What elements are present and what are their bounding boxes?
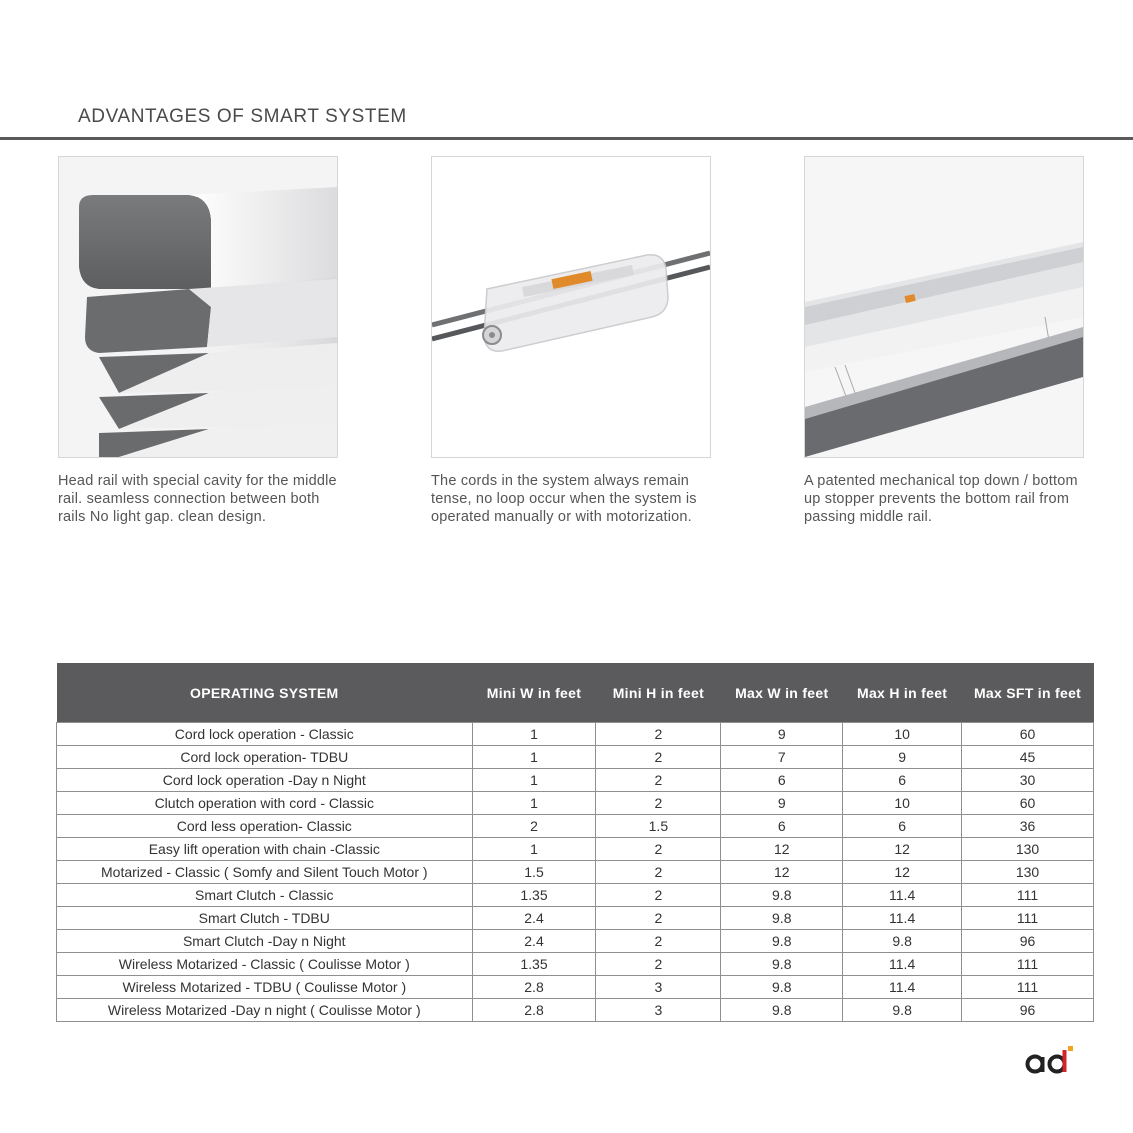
cell-mini-h: 2	[596, 884, 721, 907]
cell-mini-w: 1.35	[472, 953, 596, 976]
cell-max-w: 9	[721, 723, 843, 746]
cell-mini-w: 2.4	[472, 930, 596, 953]
feature-caption-headrail: Head rail with special cavity for the middle rail. seamless connection between both rails No light gap. clean design.	[58, 473, 337, 525]
cell-max-w: 7	[721, 746, 843, 769]
cell-mini-w: 2.8	[472, 999, 596, 1022]
headrail-image	[58, 156, 338, 458]
cell-max-w: 9.8	[721, 976, 843, 999]
table-row	[57, 815, 1094, 838]
cell-mini-w: 1.35	[472, 884, 596, 907]
column-header-max-sft: Max SFT in feet	[962, 663, 1094, 723]
table-row	[57, 792, 1094, 815]
cell-max-h: 9.8	[843, 930, 962, 953]
cell-max-sft: 111	[962, 976, 1094, 999]
cell-max-h: 10	[843, 792, 962, 815]
cell-max-h: 9	[843, 746, 962, 769]
table-row	[57, 953, 1094, 976]
cell-max-sft: 130	[962, 838, 1094, 861]
table-row	[57, 930, 1094, 953]
cell-mini-w: 1	[472, 769, 596, 792]
column-header-operating-system: OPERATING SYSTEM	[57, 663, 473, 723]
title-divider	[0, 137, 1133, 140]
headrail-illustration-icon	[59, 157, 337, 457]
cell-max-w: 9.8	[721, 953, 843, 976]
table-row	[57, 723, 1094, 746]
cell-mini-h: 2	[596, 792, 721, 815]
feature-caption-stopper: A patented mechanical top down / bottom up stopper prevents the bottom rail from passing middle rail.	[804, 473, 1078, 525]
table-row	[57, 907, 1094, 930]
table-row	[57, 861, 1094, 884]
cell-max-sft: 45	[962, 746, 1094, 769]
page-title: ADVANTAGES OF SMART SYSTEM	[78, 106, 407, 127]
operating-system-table	[56, 663, 1094, 1022]
cell-max-h: 11.4	[843, 907, 962, 930]
table-row	[57, 884, 1094, 907]
cell-mini-h: 2	[596, 930, 721, 953]
cell-operating-system: Motarized - Classic ( Somfy and Silent Touch Motor )	[57, 861, 473, 884]
cell-operating-system: Cord lock operation - Classic	[57, 723, 473, 746]
cell-operating-system: Wireless Motarized - TDBU ( Coulisse Motor )	[57, 976, 473, 999]
cell-mini-w: 2.8	[472, 976, 596, 999]
column-header-mini-h: Mini H in feet	[596, 663, 721, 723]
column-header-mini-w: Mini W in feet	[472, 663, 596, 723]
cell-max-sft: 130	[962, 861, 1094, 884]
cell-max-sft: 36	[962, 815, 1094, 838]
cell-max-w: 9	[721, 792, 843, 815]
table-header-row	[57, 663, 1094, 723]
cell-mini-w: 2.4	[472, 907, 596, 930]
cord-mechanism-image	[431, 156, 711, 458]
cell-mini-h: 2	[596, 838, 721, 861]
cell-operating-system: Smart Clutch - TDBU	[57, 907, 473, 930]
cell-max-sft: 111	[962, 884, 1094, 907]
cell-max-w: 9.8	[721, 884, 843, 907]
cell-max-sft: 60	[962, 723, 1094, 746]
cell-max-h: 12	[843, 838, 962, 861]
cell-mini-h: 3	[596, 999, 721, 1022]
cell-operating-system: Clutch operation with cord - Classic	[57, 792, 473, 815]
cell-max-w: 6	[721, 815, 843, 838]
ad-logo-icon	[1024, 1044, 1076, 1076]
cell-operating-system: Smart Clutch -Day n Night	[57, 930, 473, 953]
cell-mini-h: 2	[596, 907, 721, 930]
cell-mini-w: 1	[472, 838, 596, 861]
table-row	[57, 769, 1094, 792]
cell-operating-system: Smart Clutch - Classic	[57, 884, 473, 907]
cell-max-sft: 96	[962, 930, 1094, 953]
cell-mini-h: 3	[596, 976, 721, 999]
cell-max-h: 6	[843, 815, 962, 838]
cell-mini-h: 2	[596, 769, 721, 792]
cell-mini-w: 1	[472, 723, 596, 746]
cell-operating-system: Cord less operation- Classic	[57, 815, 473, 838]
column-header-max-h: Max H in feet	[843, 663, 962, 723]
cell-mini-w: 1	[472, 746, 596, 769]
cell-max-w: 6	[721, 769, 843, 792]
cell-max-w: 12	[721, 838, 843, 861]
cell-mini-h: 2	[596, 746, 721, 769]
cell-max-h: 6	[843, 769, 962, 792]
cell-mini-h: 2	[596, 723, 721, 746]
cell-mini-w: 1	[472, 792, 596, 815]
cell-operating-system: Wireless Motarized - Classic ( Coulisse Motor )	[57, 953, 473, 976]
stopper-rails-image	[804, 156, 1084, 458]
cell-operating-system: Cord lock operation- TDBU	[57, 746, 473, 769]
column-header-max-w: Max W in feet	[721, 663, 843, 723]
cell-operating-system: Cord lock operation -Day n Night	[57, 769, 473, 792]
table-row	[57, 746, 1094, 769]
table-row	[57, 976, 1094, 999]
cell-max-sft: 30	[962, 769, 1094, 792]
cell-operating-system: Wireless Motarized -Day n night ( Coulisse Motor )	[57, 999, 473, 1022]
cell-max-sft: 111	[962, 953, 1094, 976]
cell-max-h: 11.4	[843, 884, 962, 907]
feature-caption-cords: The cords in the system always remain tense, no loop occur when the system is operated manually or with motorization.	[431, 473, 697, 525]
cord-mechanism-illustration-icon	[432, 157, 710, 457]
stopper-rails-illustration-icon	[805, 157, 1083, 457]
cell-max-h: 12	[843, 861, 962, 884]
cell-max-w: 9.8	[721, 999, 843, 1022]
cell-max-w: 9.8	[721, 930, 843, 953]
cell-operating-system: Easy lift operation with chain -Classic	[57, 838, 473, 861]
cell-max-h: 11.4	[843, 976, 962, 999]
cell-mini-h: 2	[596, 861, 721, 884]
cell-max-h: 9.8	[843, 999, 962, 1022]
cell-max-w: 9.8	[721, 907, 843, 930]
cell-max-h: 10	[843, 723, 962, 746]
cell-mini-w: 2	[472, 815, 596, 838]
table-row	[57, 999, 1094, 1022]
cell-mini-h: 2	[596, 953, 721, 976]
cell-max-w: 12	[721, 861, 843, 884]
cell-max-sft: 60	[962, 792, 1094, 815]
cell-max-h: 11.4	[843, 953, 962, 976]
cell-mini-w: 1.5	[472, 861, 596, 884]
cell-mini-h: 1.5	[596, 815, 721, 838]
table-row	[57, 838, 1094, 861]
cell-max-sft: 111	[962, 907, 1094, 930]
cell-max-sft: 96	[962, 999, 1094, 1022]
